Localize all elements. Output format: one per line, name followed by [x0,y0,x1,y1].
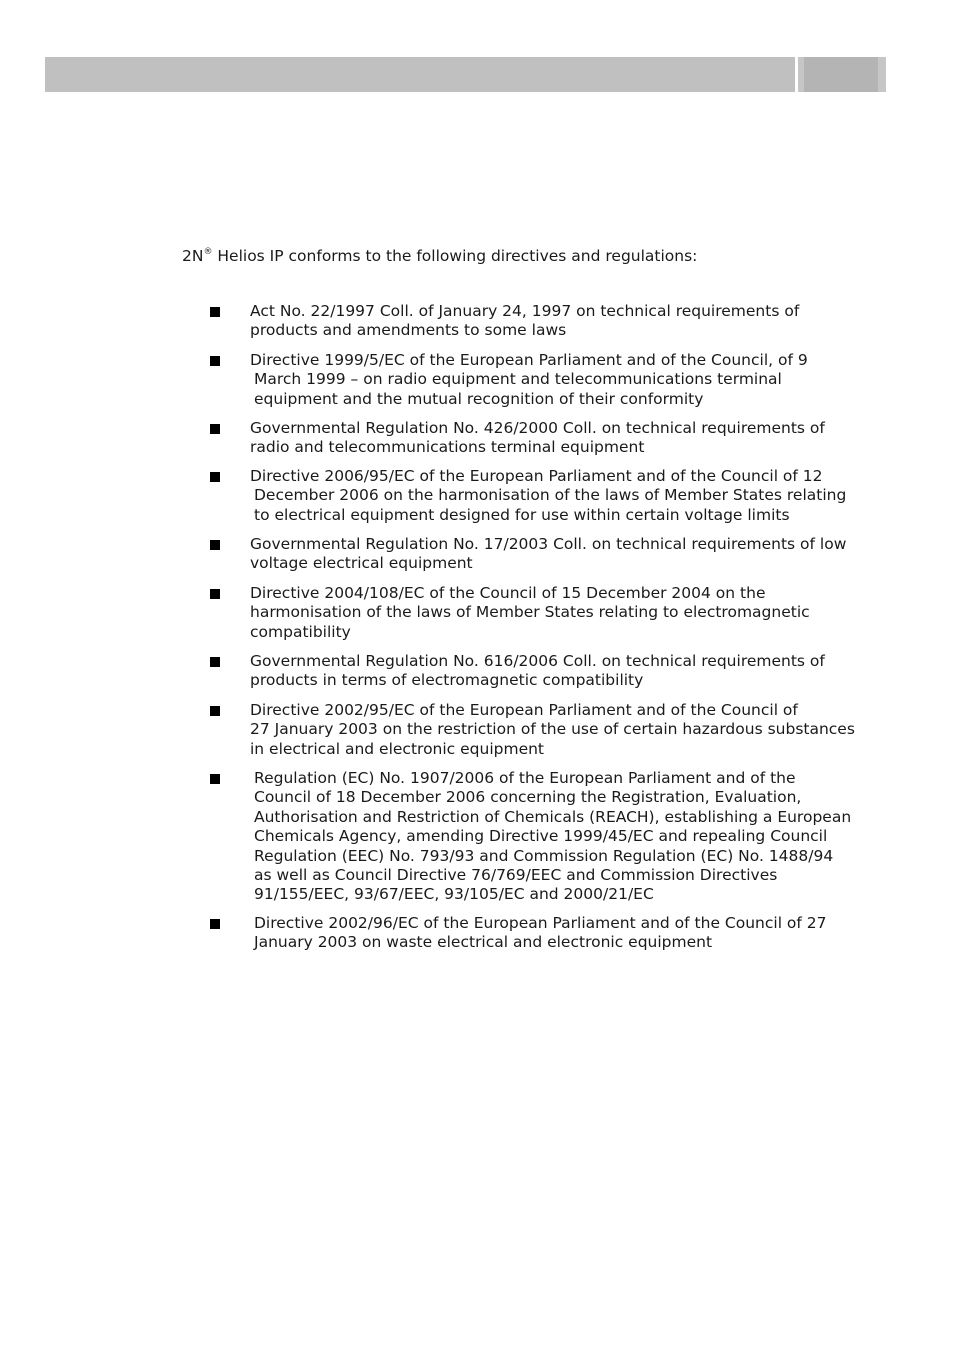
directive-text [250,701,890,759]
intro-text: Helios IP conforms to the following directives and regulations: [212,247,698,266]
square-bullet-icon [210,706,220,716]
directive-line: products and amendments to some laws [250,321,567,340]
directive-line: compatibility [250,622,351,641]
directive-line: Governmental Regulation No. 616/2006 Coll. on technical requirements of [250,652,825,670]
directive-line: equipment and the mutual recognition of their conformity [254,389,704,408]
header-tab-inner [804,57,878,92]
directive-text [254,914,894,953]
directive-text [250,535,890,574]
directive-line: Regulation (EEC) No. 793/93 and Commission Regulation (EC) No. 1488/94 [254,846,834,865]
directive-line: Directive 2004/108/EC of the Council of 15 December 2004 on the [250,584,766,602]
directive-line: 91/155/EEC, 93/67/EEC, 93/105/EC and 2000/21/EC [254,885,654,904]
directive-line: in electrical and electronic equipment [250,739,545,758]
directive-line: Directive 2002/95/EC of the European Parliament and of the Council of [250,701,798,719]
directive-line: Directive 2002/96/EC of the European Parliament and of the Council of 27 [254,914,827,932]
square-bullet-icon [210,472,220,482]
square-bullet-icon [210,424,220,434]
directive-line: Directive 2006/95/EC of the European Parliament and of the Council of 12 [250,467,823,485]
directive-line: Authorisation and Restriction of Chemicals (REACH), establishing a European [254,807,852,826]
directive-line: to electrical equipment designed for use within certain voltage limits [254,505,790,524]
directive-line: radio and telecommunications terminal equipment [250,438,645,457]
directive-text [250,467,890,525]
directive-line: harmonisation of the laws of Member States relating to electromagnetic [250,603,810,622]
directive-line: Chemicals Agency, amending Directive 1999/45/EC and repealing Council [254,827,828,846]
registered-mark: ® [203,247,213,257]
directive-line: March 1999 – on radio equipment and telecommunications terminal [254,370,782,389]
directive-line: Council of 18 December 2006 concerning the Registration, Evaluation, [254,788,802,807]
directive-line: Governmental Regulation No. 426/2000 Coll. on technical requirements of [250,419,825,437]
directive-line: December 2006 on the harmonisation of the laws of Member States relating [254,486,847,505]
directive-line: products in terms of electromagnetic compatibility [250,671,644,690]
header-tab [798,57,886,92]
directive-line: Governmental Regulation No. 17/2003 Coll. on technical requirements of low [250,535,847,553]
square-bullet-icon [210,307,220,317]
directive-line: Act No. 22/1997 Coll. of January 24, 1997 on technical requirements of [250,302,800,320]
square-bullet-icon [210,540,220,550]
square-bullet-icon [210,589,220,599]
directive-line: 27 January 2003 on the restriction of the use of certain hazardous substances [250,720,855,739]
intro-statement [182,243,697,266]
directive-text [250,584,890,642]
brand-name: 2N [182,247,204,266]
directive-line: as well as Council Directive 76/769/EEC and Commission Directives [254,866,778,885]
directive-text [250,351,890,409]
square-bullet-icon [210,356,220,366]
directive-text [250,302,890,341]
square-bullet-icon [210,657,220,667]
square-bullet-icon [210,919,220,929]
directive-text [250,419,890,458]
header-bar [45,57,795,92]
directive-line: Regulation (EC) No. 1907/2006 of the European Parliament and of the [254,769,796,787]
directive-text [250,652,890,691]
directive-line: voltage electrical equipment [250,554,473,573]
directive-line: Directive 1999/5/EC of the European Parliament and of the Council, of 9 [250,351,808,369]
directive-line: January 2003 on waste electrical and electronic equipment [254,933,713,952]
square-bullet-icon [210,774,220,784]
directive-text [254,769,894,905]
